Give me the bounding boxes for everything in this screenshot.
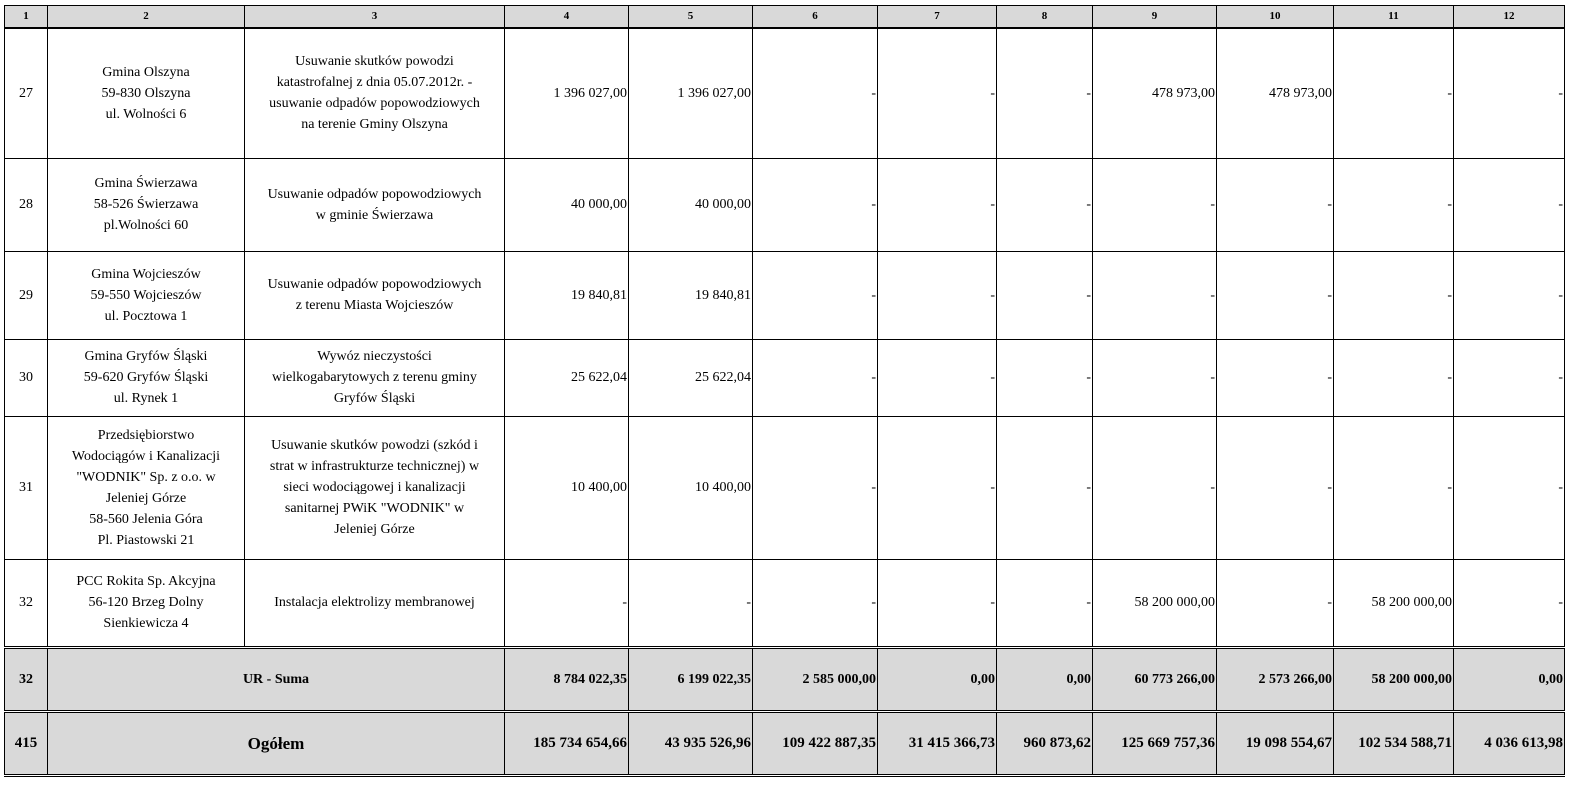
amount-cell: - [878,339,997,416]
beneficiary-line: ul. Rynek 1 [113,391,179,406]
grand-total-row [5,711,1565,775]
summary-amount: 31 415 366,73 [878,711,997,775]
task-description-cell [245,251,505,339]
amount-cell: - [753,339,878,416]
task-description-line: katastrofalnej z dnia 05.07.2012r. - [276,75,473,91]
column-header: 1 [5,6,48,29]
amount-cell: - [1217,416,1334,559]
amount-cell: - [1217,251,1334,339]
table-row [5,251,1565,339]
amount-cell: 10 400,00 [629,416,753,559]
beneficiary-line: Gmina Świerzawa [94,176,198,191]
amount-cell: 19 840,81 [629,251,753,339]
task-description-line: sieci wodociągowej i kanalizacji [283,480,466,495]
beneficiary-line: Gmina Wojcieszów [91,266,201,282]
task-description-line: Usuwanie skutków powodzi [295,54,454,70]
task-description-line: Usuwanie odpadów popowodziowych [267,277,482,292]
row-number: 28 [5,158,48,251]
summary-amount: 0,00 [878,647,997,711]
amount-cell: - [1454,158,1565,251]
summary-amount: 60 773 266,00 [1093,647,1217,711]
task-description-line: Jeleniej Górze [334,522,415,537]
column-number-header [5,6,1565,29]
summary-amount: 2 585 000,00 [753,647,878,711]
task-description-cell [245,339,505,416]
amount-cell: - [1334,28,1454,158]
beneficiary-line: Przedsiębiorstwo [97,427,195,443]
summary-amount: 125 669 757,36 [1093,711,1217,775]
task-description-line: wielkogabarytowych z terenu gminy [272,370,477,385]
amount-cell: 40 000,00 [629,158,753,251]
task-description-line: Usuwanie odpadów popowodziowych [267,186,482,202]
amount-cell: - [1217,339,1334,416]
amount-cell: 478 973,00 [1093,28,1217,158]
amount-cell: - [997,416,1093,559]
beneficiary-line: ul. Wolności 6 [105,106,187,122]
summary-amount: 58 200 000,00 [1334,647,1454,711]
column-header: 11 [1334,6,1454,29]
amount-cell: 25 622,04 [629,339,753,416]
beneficiary-line: 59-830 Olszyna [101,85,191,101]
summary-amount: 4 036 613,98 [1454,711,1565,775]
task-description-line: Wywóz nieczystości [317,349,432,364]
task-description-cell [245,28,505,158]
beneficiary-line: 58-526 Świerzawa [93,197,199,212]
amount-cell: - [878,416,997,559]
task-description-line: z terenu Miasta Wojcieszów [295,298,454,313]
amount-cell: - [753,28,878,158]
column-header: 4 [505,6,629,29]
table-row [5,339,1565,416]
summary-count: 415 [5,711,48,775]
amount-cell: - [1093,158,1217,251]
beneficiary-line: Gmina Olszyna [102,64,190,80]
summary-label: Ogółem [48,711,505,775]
beneficiary-cell [48,416,245,559]
task-description-cell [245,416,505,559]
table-row [5,28,1565,158]
amount-cell: - [1454,559,1565,647]
amount-cell: - [505,559,629,647]
amount-cell: - [1217,158,1334,251]
beneficiary-cell [48,251,245,339]
task-description-cell [245,559,505,647]
column-header: 5 [629,6,753,29]
summary-amount: 19 098 554,67 [1217,711,1334,775]
beneficiary-line: Jeleniej Górze [105,490,187,506]
amount-cell: 478 973,00 [1217,28,1334,158]
table-body [5,6,1565,776]
beneficiary-line: ul. Pocztowa 1 [104,308,188,324]
beneficiary-cell [48,339,245,416]
summary-amount: 6 199 022,35 [629,647,753,711]
amount-cell: - [997,158,1093,251]
task-description-line: Usuwanie skutków powodzi (szkód i [271,438,478,453]
summary-count: 32 [5,647,48,711]
amount-cell: - [753,251,878,339]
row-number: 29 [5,251,48,339]
amount-cell: - [1093,416,1217,559]
beneficiary-line: 59-550 Wojcieszów [90,287,202,303]
summary-amount: 102 534 588,71 [1334,711,1454,775]
summary-amount: 109 422 887,35 [753,711,878,775]
amount-cell: - [1093,339,1217,416]
beneficiary-cell [48,28,245,158]
amount-cell: - [1454,251,1565,339]
beneficiary-cell [48,158,245,251]
column-header: 7 [878,6,997,29]
summary-amount: 8 784 022,35 [505,647,629,711]
row-number: 31 [5,416,48,559]
beneficiary-line: "WODNIK" Sp. z o.o. w [76,469,216,485]
beneficiary-line: 59-620 Gryfów Śląski [83,370,209,385]
task-description-cell [245,158,505,251]
amount-cell: - [1334,251,1454,339]
table-row [5,416,1565,559]
amount-cell: - [878,28,997,158]
data-table [4,5,1565,777]
summary-label: UR - Suma [48,647,505,711]
task-description-line: w gminie Świerzawa [315,207,434,223]
amount-cell: - [753,416,878,559]
amount-cell: 19 840,81 [505,251,629,339]
report-sheet [4,5,1565,777]
summary-amount: 0,00 [997,647,1093,711]
column-header: 12 [1454,6,1565,29]
amount-cell: - [997,339,1093,416]
amount-cell: - [753,158,878,251]
amount-cell: - [1334,339,1454,416]
column-header: 10 [1217,6,1334,29]
summary-amount: 185 734 654,66 [505,711,629,775]
subtotal-row [5,647,1565,711]
table-row [5,559,1565,647]
amount-cell: - [997,28,1093,158]
table-row [5,158,1565,251]
amount-cell: 1 396 027,00 [629,28,753,158]
beneficiary-line: 56-120 Brzeg Dolny [88,595,204,610]
task-description-line: strat w infrastrukturze technicznej) w [269,459,480,474]
amount-cell: - [878,158,997,251]
amount-cell: - [997,251,1093,339]
task-description-line: Instalacja elektrolizy membranowej [274,595,475,610]
summary-amount: 0,00 [1454,647,1565,711]
amount-cell: - [1217,559,1334,647]
amount-cell: - [1454,416,1565,559]
beneficiary-line: 58-560 Jelenia Góra [89,511,203,527]
beneficiary-line: pl.Wolności 60 [103,218,189,233]
summary-amount: 2 573 266,00 [1217,647,1334,711]
beneficiary-line: Pl. Piastowski 21 [97,532,195,548]
summary-amount: 43 935 526,96 [629,711,753,775]
amount-cell: - [753,559,878,647]
amount-cell: - [997,559,1093,647]
row-number: 32 [5,559,48,647]
amount-cell: - [1454,28,1565,158]
beneficiary-line: Sienkiewicza 4 [103,616,189,631]
amount-cell: - [1093,251,1217,339]
column-header: 9 [1093,6,1217,29]
row-number: 30 [5,339,48,416]
amount-cell: 10 400,00 [505,416,629,559]
task-description-line: Gryfów Śląski [333,391,416,406]
amount-cell: - [1454,339,1565,416]
column-header: 2 [48,6,245,29]
beneficiary-line: Wodociągów i Kanalizacji [71,448,221,464]
amount-cell: - [629,559,753,647]
amount-cell: - [878,251,997,339]
amount-cell: - [1334,158,1454,251]
column-header: 8 [997,6,1093,29]
row-number: 27 [5,28,48,158]
task-description-line: sanitarnej PWiK "WODNIK" w [284,501,465,516]
amount-cell: - [878,559,997,647]
beneficiary-cell [48,559,245,647]
amount-cell: 58 200 000,00 [1093,559,1217,647]
amount-cell: - [1334,416,1454,559]
amount-cell: 58 200 000,00 [1334,559,1454,647]
beneficiary-line: PCC Rokita Sp. Akcyjna [76,574,216,589]
summary-amount: 960 873,62 [997,711,1093,775]
beneficiary-line: Gmina Gryfów Śląski [84,349,208,364]
task-description-line: usuwanie odpadów popowodziowych [269,96,480,112]
column-header: 3 [245,6,505,29]
amount-cell: 40 000,00 [505,158,629,251]
column-header: 6 [753,6,878,29]
amount-cell: 1 396 027,00 [505,28,629,158]
task-description-line: na terenie Gminy Olszyna [301,117,448,133]
amount-cell: 25 622,04 [505,339,629,416]
